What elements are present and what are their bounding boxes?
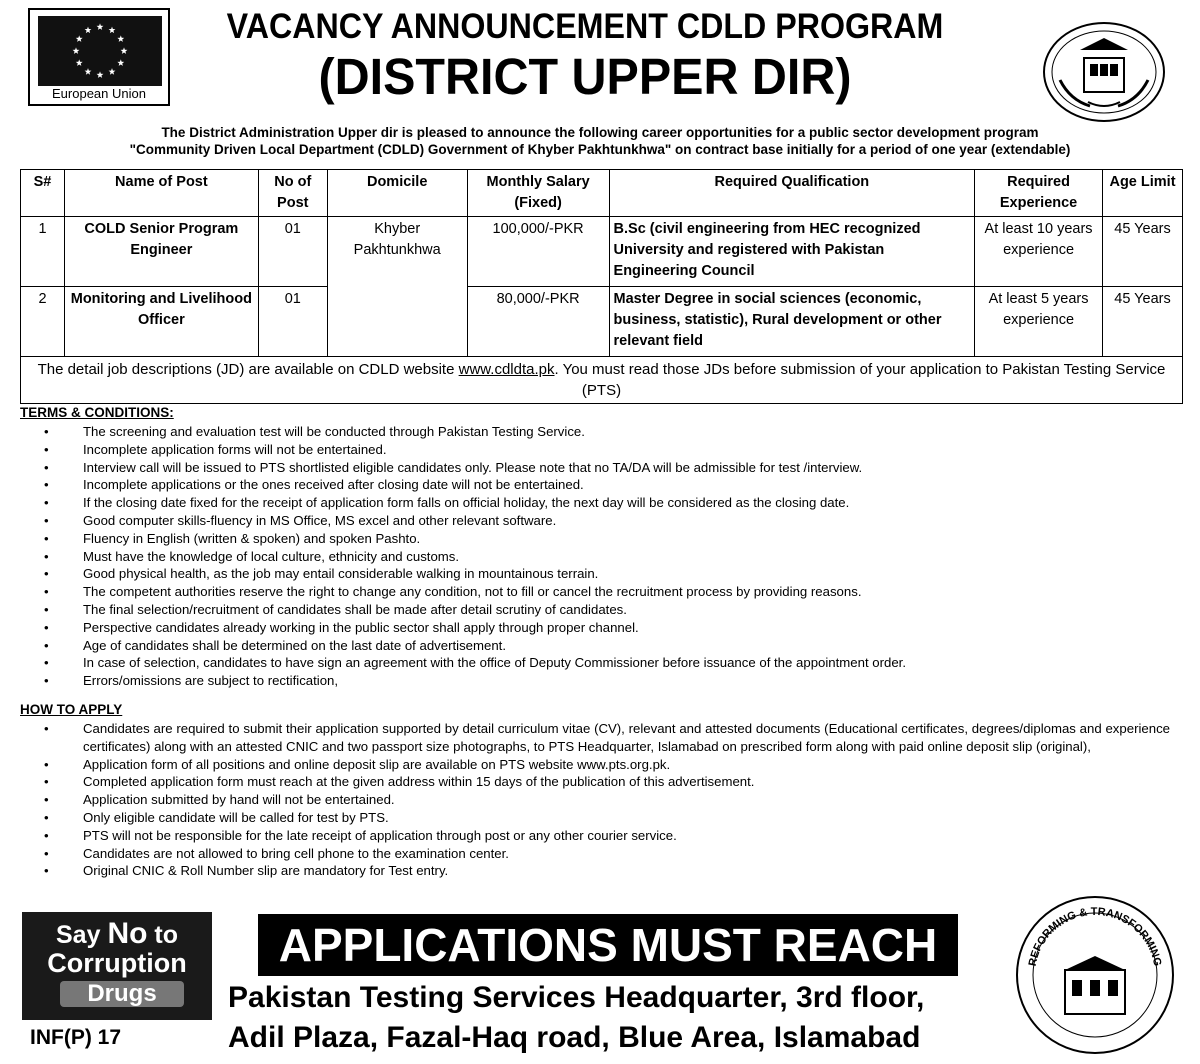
eu-flag-icon xyxy=(38,16,162,86)
list-item: • Original CNIC & Roll Number slip are mandatory for Test entry. xyxy=(20,862,1170,880)
table-row xyxy=(21,287,1183,357)
pts-address xyxy=(228,978,988,1058)
list-item: • The competent authorities reserve the right to change any condition, not to fill or cancel the recruitment process by providing reasons. xyxy=(20,583,1170,601)
table-note-row xyxy=(21,357,1183,404)
list-item: • Errors/omissions are subject to rectification, xyxy=(20,672,1170,690)
cell-experience: At least 5 years experience xyxy=(975,287,1103,357)
say-no-to-corruption-badge xyxy=(22,912,212,1020)
title-line-1: VACANCY ANNOUNCEMENT CDLD PROGRAM xyxy=(226,7,944,46)
cdld-website-link[interactable]: www.cdldta.pk xyxy=(458,361,555,378)
address-line-2: Adil Plaza, Fazal-Haq road, Blue Area, Islamabad xyxy=(228,1021,921,1054)
list-item: • Good computer skills-fluency in MS Office, MS excel and other relevant software. xyxy=(20,512,1170,530)
inf-number: INF(P) 17 xyxy=(30,1026,122,1049)
cell-sno: 2 xyxy=(21,287,65,357)
say-no-corruption: Corruption xyxy=(47,948,187,978)
cell-post-name: COLD Senior Program Engineer xyxy=(64,217,258,287)
cell-salary: 80,000/-PKR xyxy=(467,287,609,357)
table-row xyxy=(21,217,1183,287)
reforming-transforming-seal-icon xyxy=(1010,890,1180,1060)
col-header-name: Name of Post xyxy=(64,170,258,217)
table-header-row xyxy=(21,170,1183,217)
list-item: • Candidates are required to submit their application supported by detail curriculum vitae (CV), relevant and attested documents (Educational certificates, degrees/diplomas and experience certificates) along with an attested CNIC and two passport size photographs, to PTS Headquarter, Islamabad on prescribed form along with paid online deposit slip (original), xyxy=(20,720,1170,756)
jd-note xyxy=(21,357,1183,404)
cell-qualification: B.Sc (civil engineering from HEC recognized University and registered with Pakistan Engineering Council xyxy=(609,217,975,287)
cell-age: 45 Years xyxy=(1103,217,1183,287)
cell-domicile: Khyber Pakhtunkhwa xyxy=(327,217,467,357)
list-item: • PTS will not be responsible for the late receipt of application through post or any other courier service. xyxy=(20,827,1170,845)
terms-list xyxy=(20,423,1170,690)
apply-heading: HOW TO APPLY xyxy=(20,702,123,717)
say-no-drugs: Drugs xyxy=(60,981,184,1007)
list-item: • Incomplete applications or the ones received after closing date will not be entertained. xyxy=(20,476,1170,494)
cell-salary: 100,000/-PKR xyxy=(467,217,609,287)
cell-post-name: Monitoring and Livelihood Officer xyxy=(64,287,258,357)
list-item: • Application submitted by hand will not be entertained. xyxy=(20,791,1170,809)
vacancy-table xyxy=(20,169,1183,404)
terms-heading: TERMS & CONDITIONS: xyxy=(20,405,174,420)
list-item: • Application form of all positions and online deposit slip are available on PTS website www.pts.org.pk. xyxy=(20,756,1170,774)
cell-sno: 1 xyxy=(21,217,65,287)
applications-must-reach-banner: APPLICATIONS MUST REACH xyxy=(258,914,958,976)
list-item: • Candidates are not allowed to bring cell phone to the examination center. xyxy=(20,845,1170,863)
eu-logo xyxy=(28,8,170,106)
cell-age: 45 Years xyxy=(1103,287,1183,357)
list-item: • Good physical health, as the job may entail considerable walking in mountainous terrain. xyxy=(20,565,1170,583)
cell-qualification: Master Degree in social sciences (economic, business, statistic), Rural development or other relevant field xyxy=(609,287,975,357)
list-item: • Only eligible candidate will be called for test by PTS. xyxy=(20,809,1170,827)
cell-no-of-post: 01 xyxy=(258,217,327,287)
kp-government-emblem-icon xyxy=(1040,20,1168,125)
list-item: • In case of selection, candidates to have sign an agreement with the office of Deputy Commissioner before issuance of the appointment order. xyxy=(20,654,1170,672)
intro-text xyxy=(10,124,1190,158)
jd-note-before: The detail job descriptions (JD) are available on CDLD website xyxy=(37,361,459,378)
list-item: • Must have the knowledge of local culture, ethnicity and customs. xyxy=(20,548,1170,566)
col-header-domicile: Domicile xyxy=(327,170,467,217)
list-item: • Fluency in English (written & spoken) and spoken Pashto. xyxy=(20,530,1170,548)
eu-label: European Union xyxy=(52,86,146,101)
col-header-salary: Monthly Salary (Fixed) xyxy=(467,170,609,217)
col-header-qualification: Required Qualification xyxy=(609,170,975,217)
title-line-2: (DISTRICT UPPER DIR) xyxy=(318,48,852,105)
col-header-experience: Required Experience xyxy=(975,170,1103,217)
jd-note-after: . You must read those JDs before submission of your application to Pakistan Testing Service (PTS) xyxy=(554,361,1166,399)
cell-no-of-post: 01 xyxy=(258,287,327,357)
list-item: • The screening and evaluation test will be conducted through Pakistan Testing Service. xyxy=(20,423,1170,441)
list-item: • Perspective candidates already working in the public sector shall apply through proper channel. xyxy=(20,619,1170,637)
col-header-no-of-post: No of Post xyxy=(258,170,327,217)
seal-text: REFORMING & TRANSFORMING xyxy=(1026,905,1164,968)
say-no-big: No xyxy=(107,917,148,950)
address-line-1: Pakistan Testing Services Headquarter, 3rd floor, xyxy=(228,981,925,1014)
list-item: • Age of candidates shall be determined on the last date of advertisement. xyxy=(20,637,1170,655)
list-item: • Interview call will be issued to PTS shortlisted eligible candidates only. Please note that no TA/DA will be admissible for test /interview. xyxy=(20,459,1170,477)
say-no-prefix: Say xyxy=(56,921,108,949)
apply-list xyxy=(20,720,1170,880)
list-item: • The final selection/recruitment of candidates shall be made after detail scrutiny of candidates. xyxy=(20,601,1170,619)
intro-line-1: The District Administration Upper dir is pleased to announce the following career opportunities for a public sector development program xyxy=(161,125,1039,140)
list-item: • If the closing date fixed for the receipt of application form falls on official holiday, the next day will be considered as the closing date. xyxy=(20,494,1170,512)
intro-line-2: "Community Driven Local Department (CDLD) Government of Khyber Pakhtunkhwa" on contract base initially for a period of one year (extendable) xyxy=(129,142,1071,157)
col-header-sno: S# xyxy=(21,170,65,217)
say-no-suffix: to xyxy=(147,921,178,949)
list-item: • Completed application form must reach at the given address within 15 days of the publication of this advertisement. xyxy=(20,773,1170,791)
list-item: • Incomplete application forms will not be entertained. xyxy=(20,441,1170,459)
cell-experience: At least 10 years experience xyxy=(975,217,1103,287)
col-header-age: Age Limit xyxy=(1103,170,1183,217)
